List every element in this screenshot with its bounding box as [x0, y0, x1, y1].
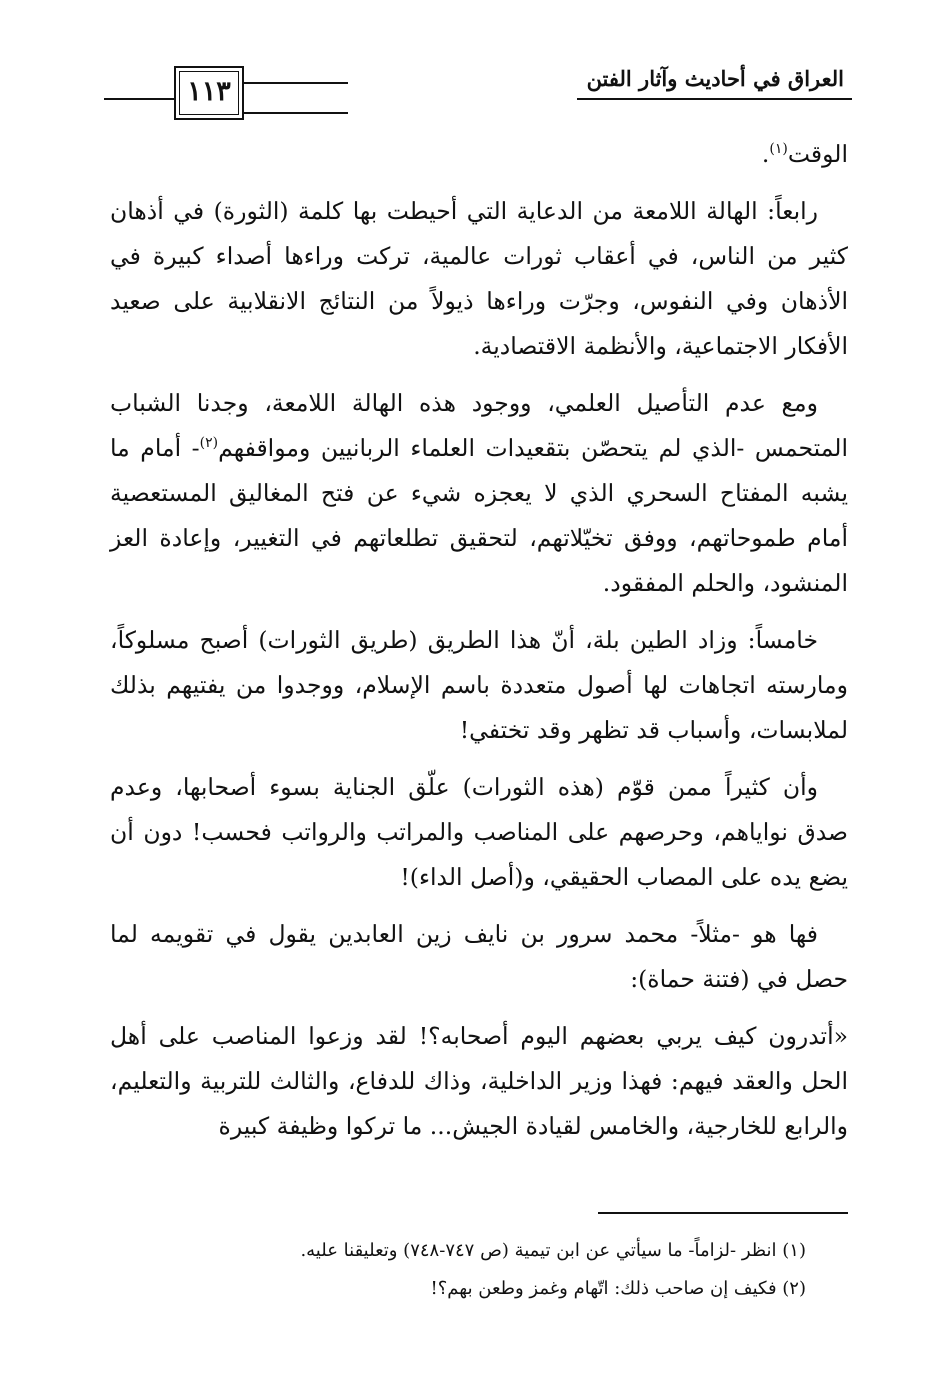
page-number: ١١٣: [187, 76, 231, 107]
running-header: [104, 62, 852, 122]
footnote: (١) انظر -لزاماً- ما سيأتي عن ابن تيمية (ص ٧٤٧-٧٤٨) وتعليقنا عليه.: [300, 1240, 806, 1261]
paragraph: «أتدرون كيف يربي بعضهم اليوم أصحابه؟! لقد وزعوا المناصب على أهل الحل والعقد فيهم: فهذا وزير الداخلية، وذاك للدفاع، والثالث للتربية والتعليم، والرابع للخارجية، والخامس لقيادة الجيش... ما تركوا وظيفة كبيرة: [110, 1022, 848, 1140]
paragraph: رابعاً: الهالة اللامعة من الدعاية التي أحيطت بها كلمة (الثورة) في أذهان كثير من الناس، في أعقاب ثورات عالمية، تركت وراءها أصداء كبيرة في الأذهان وفي النفوس، وجرّت وراءها ذيولاً من النتائج الانقلابية على صعيد الأفكار الاجتماعية، والأنظمة الاقتصادية.: [110, 197, 848, 360]
page-number-box: [174, 66, 244, 120]
footnote-ref: (٢): [199, 435, 219, 452]
paragraph: ومع عدم التأصيل العلمي، ووجود هذه الهالة اللامعة، وجدنا الشباب المتحمس -الذي لم يتحصّن بتقعيدات العلماء الربانيين ومواقفهم$^{(٢)}$- أمام ما يشبه المفتاح السحري الذي لا يعجزه شيء عن فتح المغاليق المستعصية أمام طموحاتهم، ووفق تخيّلاتهم، لتحقيق تطلعاتهم في التغيير، وإعادة العز المنشود، والحلم المفقود.: [110, 389, 848, 597]
paragraph: وأن كثيراً ممن قوّم (هذه الثورات) علّق الجناية بسوء أصحابها، وعدم صدق نواياهم، وحرصهم على المناصب والمراتب والرواتب فحسب! دون أن يضع يده على المصاب الحقيقي، و(أصل الداء)!: [110, 773, 848, 891]
paragraph: فها هو -مثلاً- محمد سرور بن نايف زين العابدين يقول في تقويمه لما حصل في (فتنة حماة):: [110, 920, 848, 993]
footnote: (٢) فكيف إن صاحب ذلك: اتّهام وغمز وطعن بهم؟!: [430, 1278, 806, 1299]
header-rule-left: [104, 98, 174, 100]
paragraph: خامساً: وزاد الطين بلة، أنّ هذا الطريق (طريق الثورات) أصبح مسلوكاً، ومارسته اتجاهات لها أصول متعددة باسم الإسلام، ووجدوا من يفتيهم بذلك لملابسات، وأسباب قد تظهر وقد تختفي!: [110, 626, 848, 744]
paragraph: الوقت$^{(١)}$.: [761, 140, 848, 168]
main-text: [110, 132, 848, 1161]
book-title: العراق في أحاديث وآثار الفتن: [586, 66, 844, 91]
footnote-separator: [598, 1212, 848, 1214]
footnotes: [110, 1232, 848, 1308]
header-rule-right: [577, 98, 852, 100]
footnote-ref: (١): [769, 141, 788, 158]
header-ornament-bar: [244, 82, 348, 114]
